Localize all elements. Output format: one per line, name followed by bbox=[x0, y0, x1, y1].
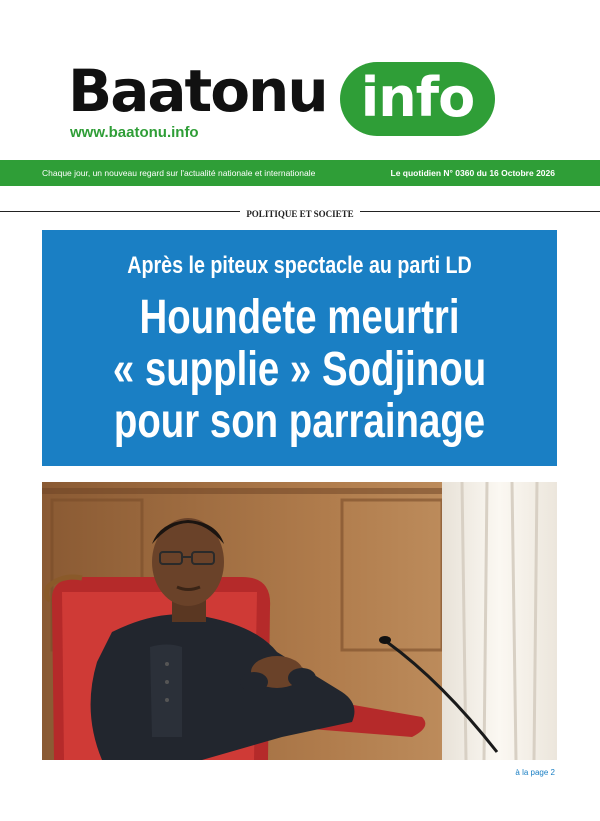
headline-box bbox=[42, 230, 557, 466]
tagline: Chaque jour, un nouveau regard sur l'actualité nationale et internationale bbox=[42, 168, 316, 178]
headline-line-3: pour son parrainage bbox=[113, 395, 486, 448]
site-url[interactable]: www.baatonu.info bbox=[70, 124, 199, 141]
tagline-bar bbox=[0, 160, 600, 186]
cover-photo[interactable] bbox=[42, 482, 557, 760]
logo-info-pill: info bbox=[340, 62, 495, 136]
issue-info: Le quotidien N° 0360 du 16 Octobre 2026 bbox=[390, 168, 555, 178]
page-reference[interactable]: à la page 2 bbox=[515, 768, 555, 777]
masthead bbox=[0, 0, 600, 160]
cover-photo-illustration bbox=[42, 482, 557, 760]
section-label-text: POLITIQUE ET SOCIETE bbox=[240, 209, 359, 219]
headline-kicker: Après le piteux spectacle au parti LD bbox=[127, 252, 472, 279]
main-headline[interactable] bbox=[94, 292, 506, 448]
logo-wordmark: Baatonu bbox=[68, 57, 327, 125]
headline-line-1: Houndete meurtri bbox=[139, 291, 460, 344]
section-label bbox=[0, 204, 600, 222]
headline-line-2: « supplie » Sodjinou bbox=[112, 343, 487, 396]
